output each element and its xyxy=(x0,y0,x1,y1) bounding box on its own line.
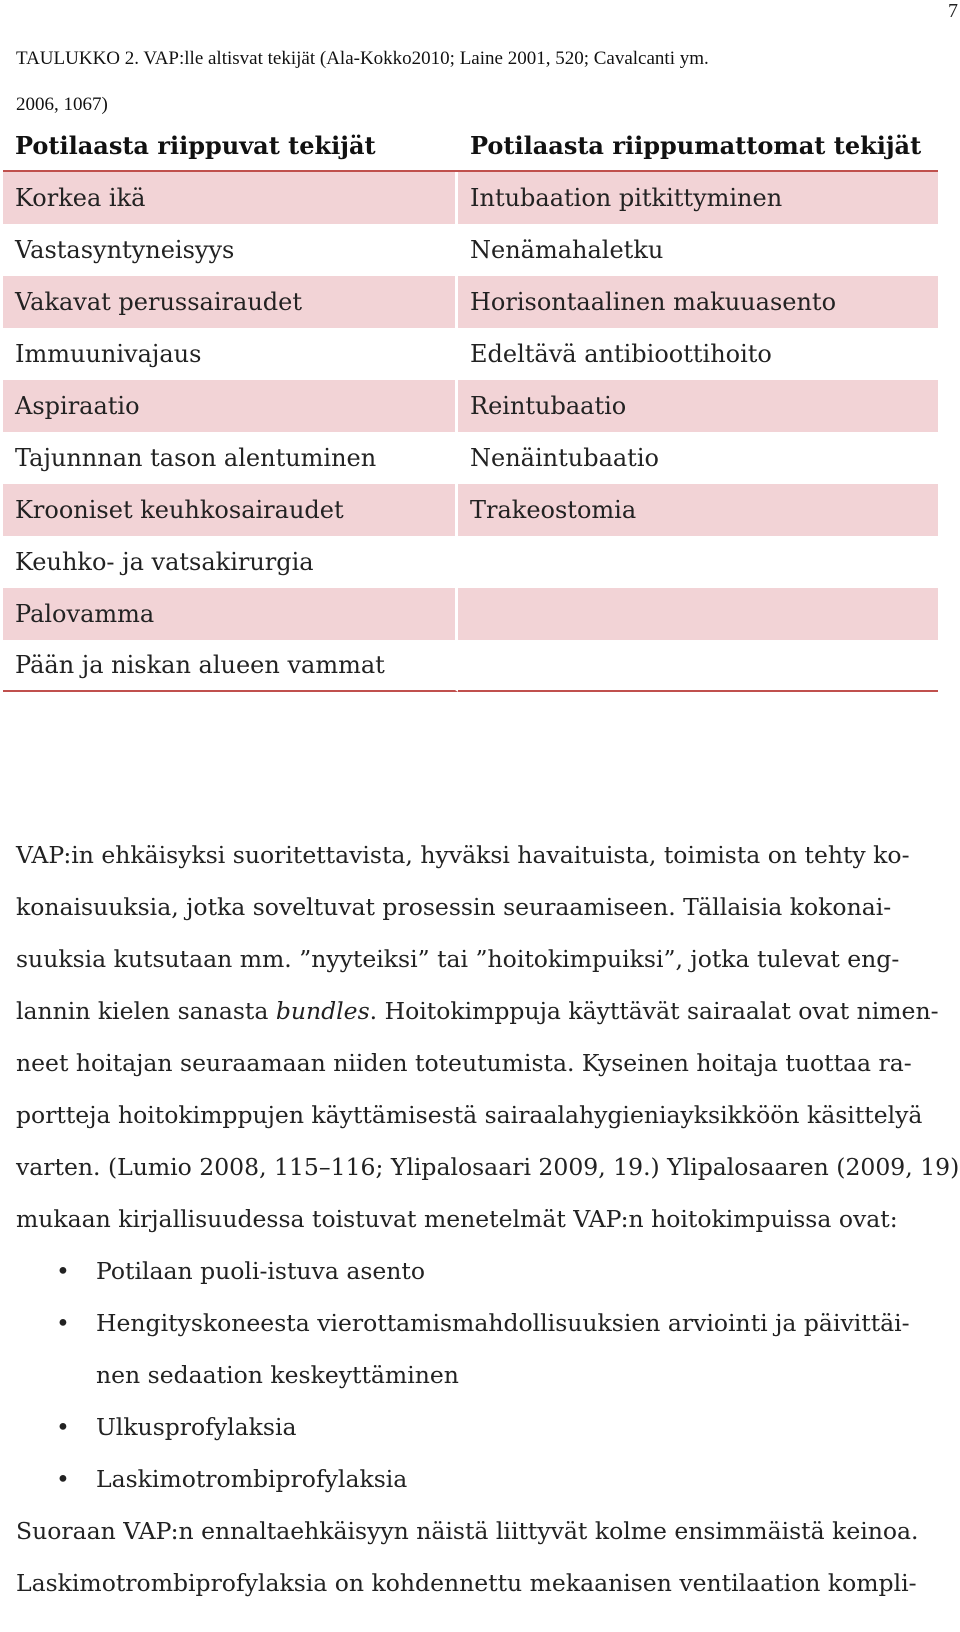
table-row xyxy=(3,588,938,640)
table-row xyxy=(3,640,938,692)
table-row xyxy=(3,380,938,432)
table-cell: Trakeostomia xyxy=(458,484,938,536)
list-item-text: Hengityskoneesta vierottamismahdollisuuksien arviointi ja päivittäi- xyxy=(96,1309,910,1337)
table-cell xyxy=(458,588,938,640)
table-row xyxy=(3,432,938,484)
list-item xyxy=(16,1401,916,1453)
list-item xyxy=(16,1245,916,1297)
table-cell: Korkea ikä xyxy=(3,172,458,224)
paragraph-line: neet hoitajan seuraamaan niiden toteutumista. Kyseinen hoitaja tuottaa ra- xyxy=(16,1049,912,1077)
table-cell: Keuhko- ja vatsakirurgia xyxy=(3,536,458,588)
table-row xyxy=(3,276,938,328)
table-cell: Aspiraatio xyxy=(3,380,458,432)
table-caption-line-1: TAULUKKO 2. VAP:lle altisvat tekijät (Ala-Kokko2010; Laine 2001, 520; Cavalcanti ym. xyxy=(16,48,709,69)
table-cell xyxy=(458,536,938,588)
risk-factor-table xyxy=(3,120,938,692)
table-cell: Pään ja niskan alueen vammat xyxy=(3,640,458,692)
table-row xyxy=(3,224,938,276)
paragraph-line: mukaan kirjallisuudessa toistuvat menetelmät VAP:n hoitokimpuissa ovat: xyxy=(16,1205,898,1233)
table-cell: Reintubaatio xyxy=(458,380,938,432)
bullet-icon: • xyxy=(56,1257,70,1285)
paragraph-text: lannin kielen sanasta xyxy=(16,997,276,1025)
list-item-text: Laskimotrombiprofylaksia xyxy=(96,1465,408,1493)
paragraph-text: . Hoitokimppuja käyttävät sairaalat ovat nimen- xyxy=(369,997,939,1025)
table-cell: Horisontaalinen makuuasento xyxy=(458,276,938,328)
paragraph-line: Laskimotrombiprofylaksia on kohdennettu mekaanisen ventilaation kompli- xyxy=(16,1569,917,1597)
italic-term: bundles xyxy=(275,997,370,1025)
list-item-text: Potilaan puoli-istuva asento xyxy=(96,1257,426,1285)
list-item xyxy=(16,1297,916,1401)
table-header-row xyxy=(3,120,938,172)
table-cell: Nenäintubaatio xyxy=(470,444,659,472)
table-cell: Edeltävä antibioottihoito xyxy=(470,340,772,368)
bullet-icon: • xyxy=(56,1465,70,1493)
table-caption-line-2: 2006, 1067) xyxy=(16,94,108,115)
paragraph-line xyxy=(16,985,939,1037)
table-row xyxy=(3,328,938,380)
table-cell: Vakavat perussairaudet xyxy=(3,276,458,328)
list-item xyxy=(16,1453,916,1505)
list-item-text: Ulkusprofylaksia xyxy=(96,1413,297,1441)
paragraph-line: suuksia kutsutaan mm. ”nyyteiksi” tai ”hoitokimpuiksi”, jotka tulevat eng- xyxy=(16,945,900,973)
table-cell: Krooniset keuhkosairaudet xyxy=(3,484,458,536)
table-row xyxy=(3,484,938,536)
paragraph-line: varten. (Lumio 2008, 115–116; Ylipalosaari 2009, 19.) Ylipalosaaren (2009, 19) xyxy=(16,1153,960,1181)
body-text xyxy=(16,829,960,1609)
table-row xyxy=(3,172,938,224)
paragraph-line: VAP:in ehkäisyksi suoritettavista, hyväksi havaituista, toimista on tehty ko- xyxy=(16,841,910,869)
table-cell: Vastasyntyneisyys xyxy=(3,224,458,276)
header-patient-dependent: Potilaasta riippuvat tekijät xyxy=(3,120,458,172)
list-item-text: nen sedaation keskeyttäminen xyxy=(96,1361,459,1389)
table-cell: Immuunivajaus xyxy=(3,328,458,380)
table-cell: Nenämahaletku xyxy=(470,236,664,264)
page-number: 7 xyxy=(948,0,958,22)
table-row xyxy=(3,536,938,588)
paragraph-line: Suoraan VAP:n ennaltaehkäisyyn näistä liittyvät kolme ensimmäistä keinoa. xyxy=(16,1517,919,1545)
table-cell: Palovamma xyxy=(3,588,458,640)
header-patient-independent: Potilaasta riippumattomat tekijät xyxy=(458,120,938,172)
paragraph-line: portteja hoitokimppujen käyttämisestä sairaalahygieniayksikköön käsittelyä xyxy=(16,1101,923,1129)
table-cell: Tajunnnan tason alentuminen xyxy=(3,432,458,484)
paragraph-line: konaisuuksia, jotka soveltuvat prosessin seuraamiseen. Tällaisia kokonai- xyxy=(16,893,892,921)
table-cell: Intubaation pitkittyminen xyxy=(458,172,938,224)
bundle-list xyxy=(16,1245,916,1505)
table-cell xyxy=(458,640,938,692)
bullet-icon: • xyxy=(56,1309,70,1337)
bullet-icon: • xyxy=(56,1413,70,1441)
table-caption xyxy=(16,34,896,130)
